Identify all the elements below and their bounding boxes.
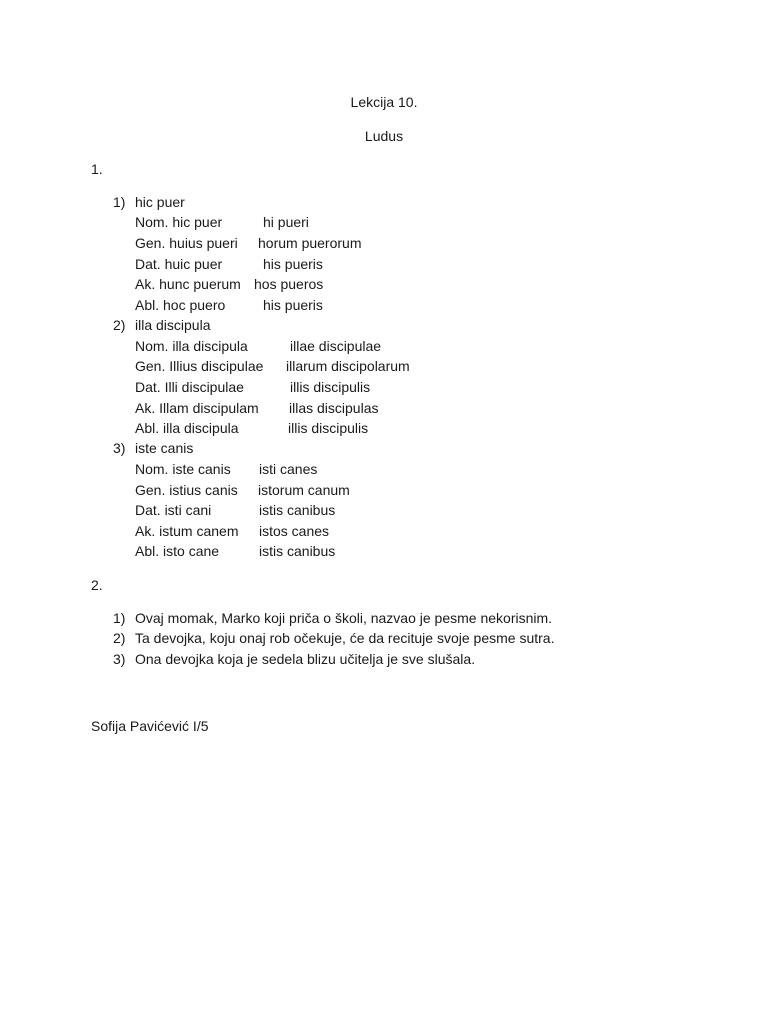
declension-plural: istos canes (259, 523, 330, 539)
declension-singular: Dat. isti cani (135, 502, 212, 518)
declension-singular: Abl. isto cane (135, 543, 220, 559)
declension-singular: Ak. istum canem (135, 523, 239, 539)
page-subtitle: Ludus (364, 128, 404, 144)
list-marker: 2) (113, 630, 126, 646)
author-signature: Sofija Pavićević I/5 (91, 718, 209, 734)
declension-heading: illa discipula (135, 317, 211, 333)
declension-singular: Ak. Illam discipulam (135, 400, 259, 416)
declension-singular: Nom. illa discipula (135, 338, 248, 354)
declension-plural: hos pueros (254, 276, 324, 292)
declension-singular: Gen. Illius discipulae (135, 358, 264, 374)
declension-plural: istis canibus (259, 502, 336, 518)
declension-plural: illis discipulis (290, 379, 371, 395)
declension-plural: illas discipulas (289, 400, 379, 416)
page-title: Lekcija 10. (350, 94, 418, 110)
declension-plural: hi pueri (263, 214, 309, 230)
declension-plural: isti canes (259, 461, 318, 477)
declension-plural: istis canibus (259, 543, 336, 559)
declension-singular: Gen. istius canis (135, 482, 238, 498)
list-marker: 3) (113, 440, 126, 456)
translation-sentence: Ta devojka, koju onaj rob očekuje, će da recituje svoje pesme sutra. (135, 630, 555, 646)
list-marker: 3) (113, 651, 126, 667)
declension-plural: his pueris (263, 256, 323, 272)
declension-plural: his pueris (263, 297, 323, 313)
declension-heading: hic puer (135, 194, 185, 210)
declension-plural: illarum discipolarum (286, 358, 410, 374)
declension-heading: iste canis (135, 440, 194, 456)
declension-plural: horum puerorum (258, 235, 362, 251)
list-marker: 2) (113, 317, 126, 333)
declension-singular: Nom. hic puer (135, 214, 223, 230)
declension-singular: Dat. huic puer (135, 256, 223, 272)
list-marker: 1) (113, 194, 126, 210)
declension-plural: illae discipulae (290, 338, 382, 354)
section-number-1: 1. (91, 161, 103, 177)
declension-singular: Abl. illa discipula (135, 420, 239, 436)
translation-sentence: Ona devojka koja je sedela blizu učitelja je sve slušala. (135, 651, 476, 667)
declension-singular: Abl. hoc puero (135, 297, 226, 313)
declension-singular: Dat. Illi discipulae (135, 379, 244, 395)
declension-plural: illis discipulis (288, 420, 369, 436)
translation-sentence: Ovaj momak, Marko koji priča o školi, nazvao je pesme nekorisnim. (135, 610, 553, 626)
section-number-2: 2. (91, 577, 103, 593)
declension-singular: Ak. hunc puerum (135, 276, 241, 292)
list-marker: 1) (113, 610, 126, 626)
declension-singular: Gen. huius pueri (135, 235, 238, 251)
declension-plural: istorum canum (258, 482, 350, 498)
declension-singular: Nom. iste canis (135, 461, 231, 477)
